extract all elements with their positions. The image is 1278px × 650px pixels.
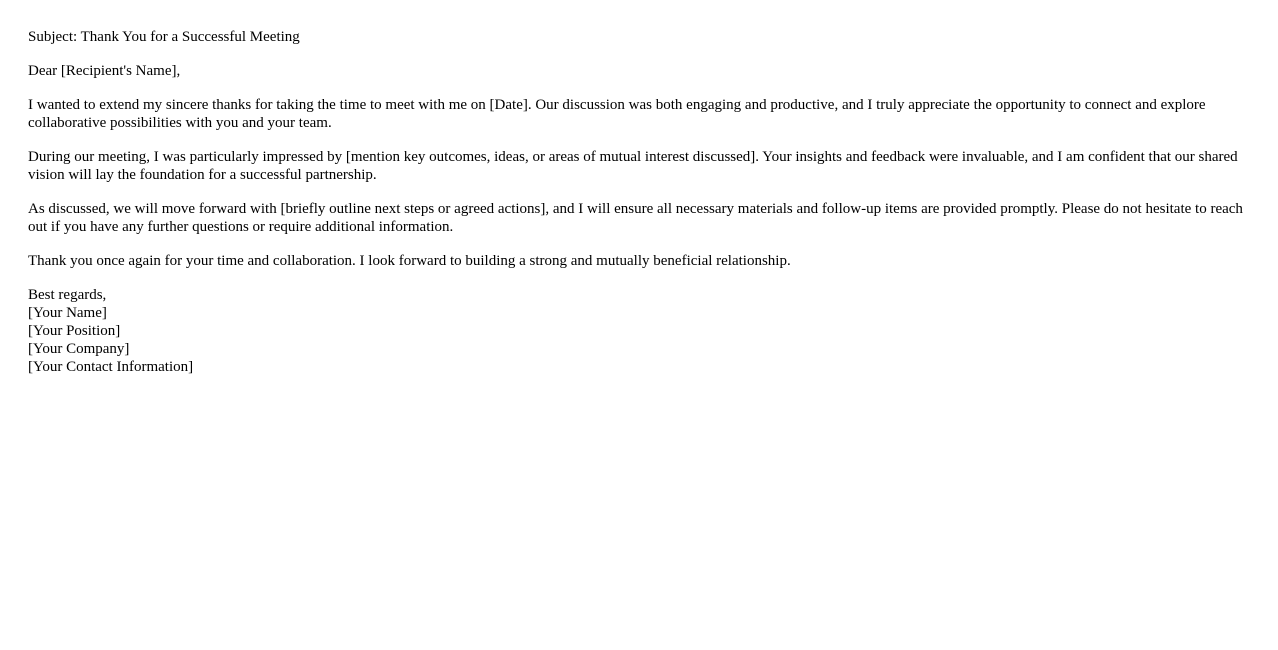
email-closing: Best regards, [28,287,107,303]
email-body-paragraph: I wanted to extend my sincere thanks for taking the time to meet with me on [Date]. Our discussion was both engaging and productive, and I truly appreciate the opportunity to connect and explore collaborative possibilities with you and your team. [28,97,1206,131]
email-body-paragraph: Thank you once again for your time and collaboration. I look forward to building a strong and mutually beneficial relationship. [28,253,791,269]
signature-name: [Your Name] [28,305,107,321]
email-greeting: Dear [Recipient's Name], [28,63,181,79]
email-signature [28,286,1250,376]
email-body-paragraph: During our meeting, I was particularly impressed by [mention key outcomes, ideas, or areas of mutual interest discussed]. Your insights and feedback were invaluable, and I am confident that our shared vision will lay the foundation for a successful partnership. [28,149,1238,183]
email-subject: Subject: Thank You for a Successful Meeting [28,29,300,45]
email-body-paragraph: As discussed, we will move forward with [briefly outline next steps or agreed actions], and I will ensure all necessary materials and follow-up items are provided promptly. Please do not hesitate to reach out if you have any further questions or require additional information. [28,201,1243,235]
signature-company: [Your Company] [28,341,130,357]
signature-contact: [Your Contact Information] [28,359,194,375]
signature-position: [Your Position] [28,323,121,339]
